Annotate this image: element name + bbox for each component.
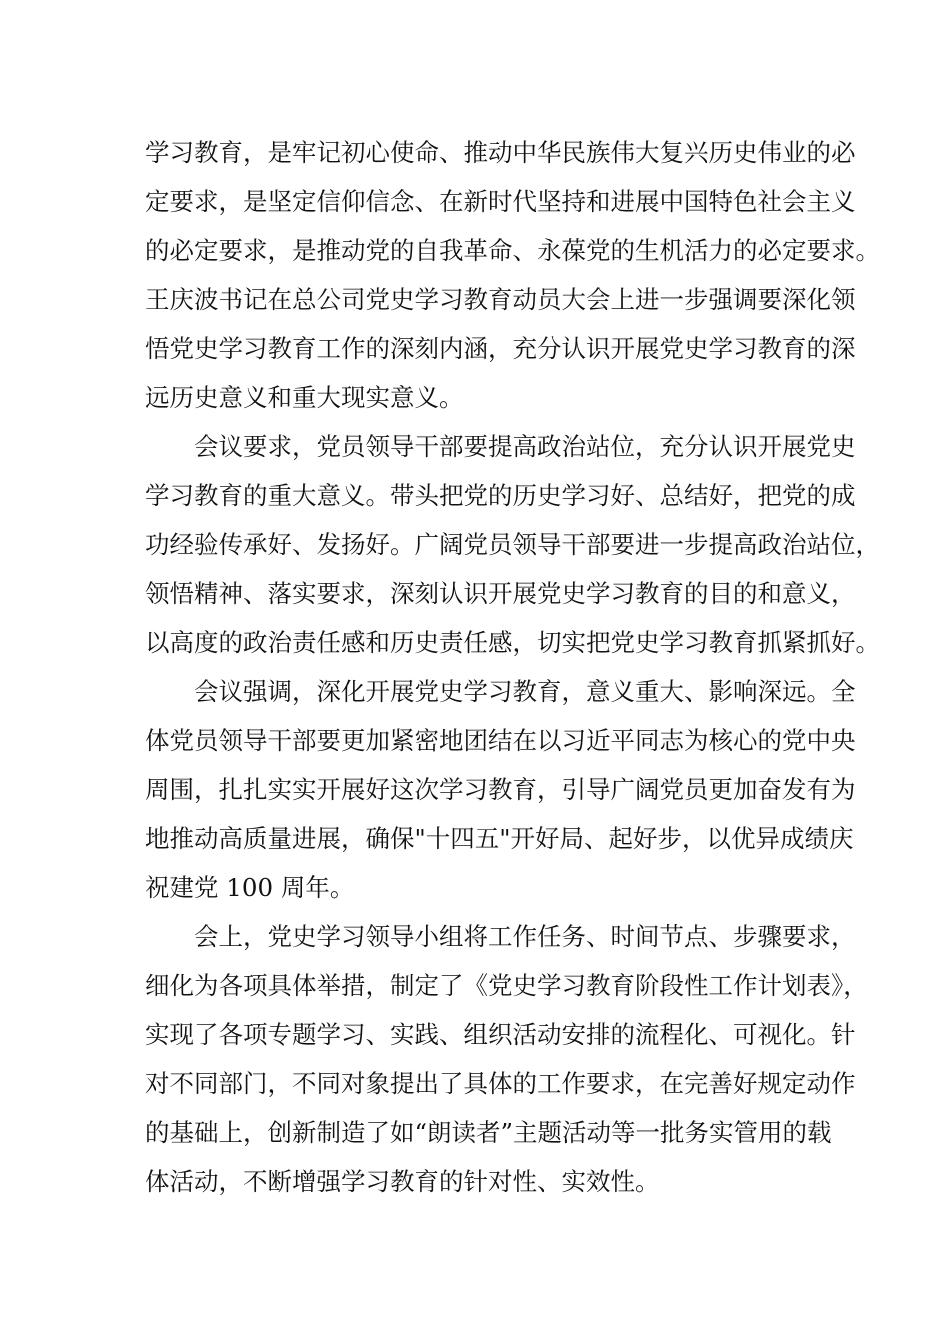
text-line: 学习教育的重大意义。带头把党的历史学习好、总结好，把党的成: [145, 481, 856, 510]
text-line: 定要求，是坚定信仰信念、在新时代坚持和进展中国特色社会主义: [145, 187, 856, 216]
paragraph-4: [145, 912, 868, 1206]
text-line: 功经验传承好、发扬好。广阔党员领导干部要进一步提高政治站位，: [145, 530, 880, 559]
paragraph-3: [145, 667, 856, 912]
text-line: 远历史意义和重大现实意义。: [145, 383, 464, 412]
text-line: 细化为各项具体举措，制定了《党史学习教育阶段性工作计划表》，: [145, 971, 868, 1000]
text-line: 的基础上，创新制造了如“朗读者”主题活动等一批务实管用的载: [145, 1118, 832, 1147]
paragraph-1: [145, 128, 880, 422]
text-line: 学习教育，是牢记初心使命、推动中华民族伟大复兴历史伟业的必: [145, 138, 856, 167]
text-line: 实现了各项专题学习、实践、组织活动安排的流程化、可视化。针: [145, 1020, 856, 1049]
text-line: 领悟精神、落实要求，深刻认识开展党史学习教育的目的和意义，: [145, 579, 856, 608]
text-line: 体活动，不断增强学习教育的针对性、实效性。: [145, 1167, 660, 1196]
document-body: [145, 128, 880, 1206]
text-line: 祝建党 100 周年。: [145, 873, 355, 902]
text-line: 地推动高质量进展，确保"十四五"开好局、起好步，以优异成绩庆: [145, 824, 854, 853]
text-line: 会议要求，党员领导干部要提高政治站位，充分认识开展党史: [194, 432, 856, 461]
text-line: 周围，扎扎实实开展好这次学习教育，引导广阔党员更加奋发有为: [145, 775, 856, 804]
text-line: 体党员领导干部要更加紧密地团结在以习近平同志为核心的党中央: [145, 726, 856, 755]
paragraph-2: [145, 422, 880, 667]
text-line: 以高度的政治责任感和历史责任感，切实把党史学习教育抓紧抓好。: [145, 628, 880, 657]
text-line: 对不同部门，不同对象提出了具体的工作要求，在完善好规定动作: [145, 1069, 856, 1098]
text-line: 的必定要求，是推动党的自我革命、永葆党的生机活力的必定要求。: [145, 236, 880, 265]
text-line: 王庆波书记在总公司党史学习教育动员大会上进一步强调要深化领: [145, 285, 856, 314]
text-line: 悟党史学习教育工作的深刻内涵，充分认识开展党史学习教育的深: [145, 334, 856, 363]
text-line: 会上，党史学习领导小组将工作任务、时间节点、步骤要求，: [194, 922, 856, 951]
text-line: 会议强调，深化开展党史学习教育，意义重大、影响深远。全: [194, 677, 856, 706]
